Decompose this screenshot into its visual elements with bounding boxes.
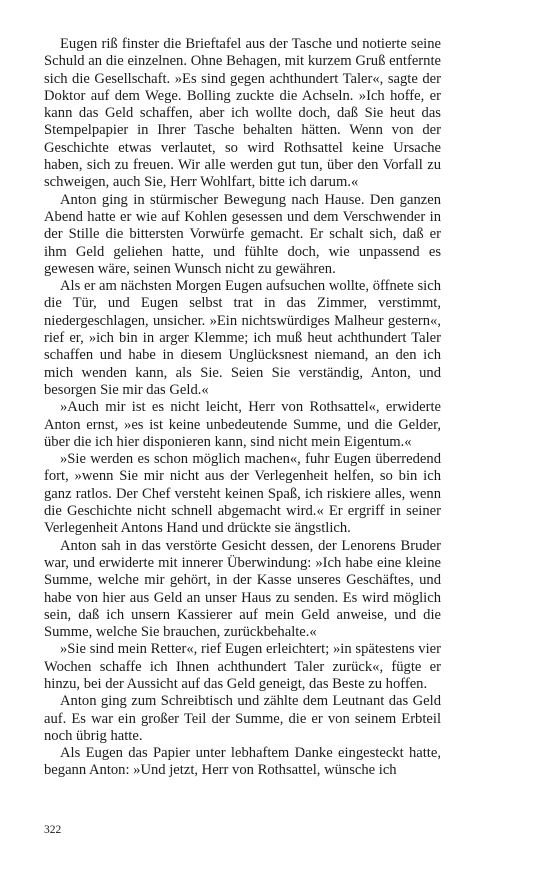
paragraph: »Sie sind mein Retter«, rief Eugen erleichtert; »in spätestens vier Wochen schaffe ich Ihnen achthundert Taler zurück«, fügte er hinzu, bei der Aussicht auf das Geld geneigt, das Beste zu hoffen. xyxy=(44,641,441,692)
paragraph: »Auch mir ist es nicht leicht, Herr von Rothsattel«, erwiderte Anton ernst, »es ist keine unbedeutende Summe, und die Gelder, über die ich hier disponieren kann, sind nicht mein Eigentum.« xyxy=(44,399,441,450)
paragraph: Als Eugen das Papier unter lebhaftem Danke eingesteckt hatte, begann Anton: »Und jetzt, Herr von Rothsattel, wünsche ich xyxy=(44,745,441,779)
paragraph: Anton ging in stürmischer Bewegung nach Hause. Den ganzen Abend hatte er wie auf Kohlen gesessen und dem Verschwender in der Stille die bittersten Vorwürfe gemacht. Er schalt sich, daß er ihm Geld geliehen hatte, und fühlte doch, wie unpassend es gewesen wäre, seinen Wunsch nicht zu gewähren. xyxy=(44,191,441,277)
paragraph: Als er am nächsten Morgen Eugen aufsuchen wollte, öffnete sich die Tür, und Eugen selbst trat in das Zimmer, verstimmt, niedergeschlagen, unsicher. »Ein nichtswürdiges Malheur gestern«, rief er, »ich bin in arger Klemme; ich muß heut achthundert Taler schaffen und habe in diesem Unglücksnest niemand, an den ich mich wenden kann, als Sie. Seien Sie verständig, Anton, und besorgen Sie mir das Geld.« xyxy=(44,278,441,398)
paragraph: Anton sah in das verstörte Gesicht dessen, der Lenorens Bruder war, und erwiderte mit innerer Überwindung: »Ich habe eine kleine Summe, welche mir gehört, in der Kasse unseres Geschäftes, und habe von hier aus Geld an unser Haus zu senden. Es wird möglich sein, daß ich unsern Kassierer auf mein Geld anweise, und die Summe, welche Sie brauchen, zurückbehalte.« xyxy=(44,537,441,641)
page-number: 322 xyxy=(44,824,62,836)
paragraph: Anton ging zum Schreibtisch und zählte dem Leutnant das Geld auf. Es war ein großer Teil der Summe, die er von seinem Erbteil noch übrig hatte. xyxy=(44,693,441,744)
paragraph: Eugen riß finster die Brieftafel aus der Tasche und notierte seine Schuld an die einzelnen. Ohne Behagen, mit kurzem Gruß entfernte sich die Gesellschaft. »Es sind gegen achthundert Taler«, sagte der Doktor auf dem Wege. Bolling zuckte die Achseln. »Ich hoffe, er kann das Geld schaffen, aber ich wollte doch, daß Sie heut das Stempelpapier in Ihrer Tasche behalten hätten. Wenn von der Geschichte etwas verlautet, so wird Rothsattel keine Ursache haben, sich zu freuen. Wir alle werden gut tun, über den Vorfall zu schweigen, auch Sie, Herr Wohlfart, bitte ich darum.« xyxy=(44,36,441,191)
paragraph: »Sie werden es schon möglich machen«, fuhr Eugen überredend fort, »wenn Sie mir nicht aus der Verlegenheit helfen, so bin ich ganz ratlos. Der Chef versteht keinen Spaß, ich riskiere alles, wenn die Geschichte nicht schnell abgemacht wird.« Er ergriff in seiner Verlegenheit Antons Hand und drückte sie ängstlich. xyxy=(44,451,441,537)
page-text xyxy=(44,36,441,780)
